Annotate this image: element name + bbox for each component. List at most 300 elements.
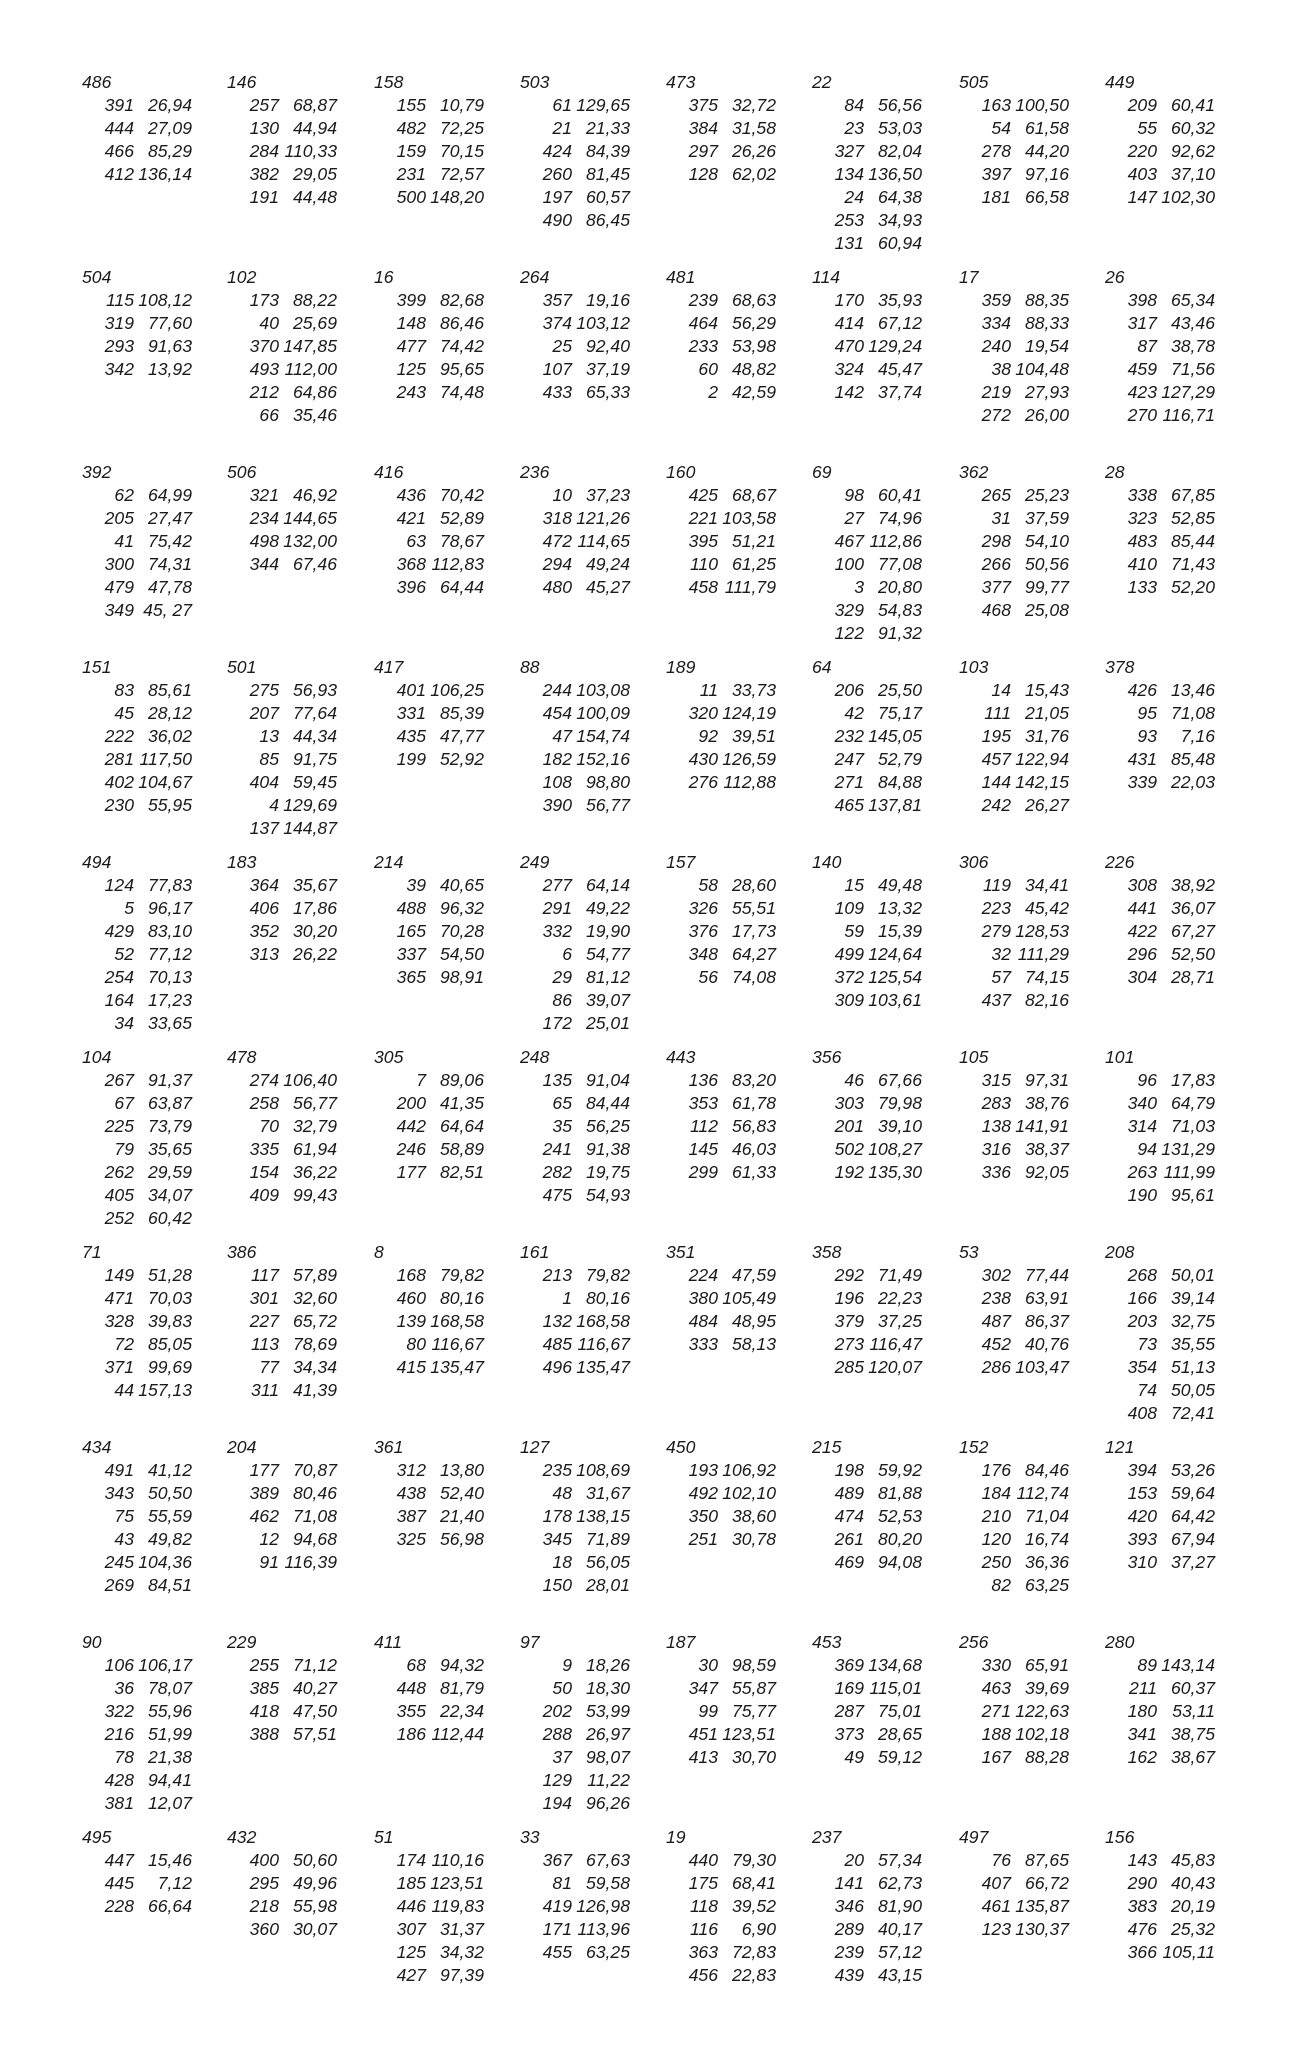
- block-entry-row: [664, 94, 776, 117]
- block-entry-row: [810, 163, 922, 186]
- block-entry-row: [225, 530, 337, 553]
- block-entry-row: [518, 702, 630, 725]
- entry-index: 3: [854, 577, 864, 597]
- entry-value: 50,05: [1170, 1380, 1215, 1400]
- entry-index: 211: [1128, 1678, 1157, 1698]
- entry-value: 38,76: [1024, 1093, 1069, 1113]
- entry-value: 108,27: [868, 1139, 922, 1159]
- number-block: [225, 71, 337, 209]
- entry-index: 142: [834, 382, 864, 402]
- block-entry-row: [518, 1069, 630, 1092]
- block-entry-row: [518, 507, 630, 530]
- block-header-number: 103: [959, 657, 989, 677]
- block-entry-row: [372, 1723, 484, 1746]
- block-entry-row: [518, 94, 630, 117]
- block-entry-row: [80, 966, 192, 989]
- entry-value: 38,92: [1170, 875, 1215, 895]
- block-entry-row: [957, 1677, 1069, 1700]
- block-entry-row: [518, 1287, 630, 1310]
- block-entry-row: [518, 576, 630, 599]
- block-entry-row: [518, 943, 630, 966]
- entry-value: 56,98: [439, 1529, 484, 1549]
- entry-index: 419: [542, 1896, 572, 1916]
- entry-index: 272: [981, 405, 1011, 425]
- block-entry-row: [664, 1677, 776, 1700]
- number-block: [957, 1631, 1069, 1769]
- entry-index: 172: [542, 1013, 572, 1033]
- block-entry-row: [1103, 771, 1215, 794]
- block-header-number: 69: [812, 462, 832, 482]
- number-block: [957, 1241, 1069, 1379]
- entry-value: 143,14: [1161, 1655, 1215, 1675]
- entry-value: 52,50: [1170, 944, 1215, 964]
- entry-value: 53,98: [731, 336, 776, 356]
- entry-index: 85: [259, 749, 279, 769]
- block-entry-row: [810, 1895, 922, 1918]
- entry-index: 163: [981, 95, 1011, 115]
- number-block: [664, 1436, 776, 1551]
- entry-value: 87,65: [1024, 1850, 1069, 1870]
- block-entry-row: [225, 553, 337, 576]
- block-entry-row: [1103, 1528, 1215, 1551]
- entry-value: 45, 27: [143, 600, 192, 620]
- entry-value: 126,59: [722, 749, 776, 769]
- entry-value: 26,00: [1024, 405, 1069, 425]
- block-entry-row: [1103, 1677, 1215, 1700]
- entry-index: 46: [844, 1070, 864, 1090]
- block-entry-row: [1103, 140, 1215, 163]
- block-entry-row: [518, 725, 630, 748]
- entry-index: 268: [1127, 1265, 1157, 1285]
- entry-index: 437: [981, 990, 1011, 1010]
- entry-value: 61,58: [1024, 118, 1069, 138]
- block-entry-row: [1103, 897, 1215, 920]
- entry-value: 53,03: [877, 118, 922, 138]
- block-entry-row: [225, 1264, 337, 1287]
- number-block: [225, 461, 337, 576]
- entry-index: 55: [1137, 118, 1157, 138]
- entry-index: 310: [1127, 1552, 1157, 1572]
- block-header-number: 432: [227, 1827, 257, 1847]
- entry-index: 422: [1127, 921, 1157, 941]
- number-block: [372, 656, 484, 771]
- block-header-number: 121: [1105, 1437, 1135, 1457]
- entry-index: 266: [981, 554, 1011, 574]
- entry-index: 334: [981, 313, 1011, 333]
- entry-value: 135,47: [430, 1357, 484, 1377]
- entry-value: 97,16: [1024, 164, 1069, 184]
- entry-index: 274: [249, 1070, 279, 1090]
- entry-index: 167: [981, 1747, 1011, 1767]
- entry-index: 194: [542, 1793, 572, 1813]
- block-entry-row: [80, 1792, 192, 1815]
- entry-index: 415: [396, 1357, 426, 1377]
- number-block: [1103, 1241, 1215, 1425]
- block-entry-row: [80, 140, 192, 163]
- entry-value: 142,15: [1015, 772, 1069, 792]
- entry-index: 275: [249, 680, 279, 700]
- entry-value: 80,16: [439, 1288, 484, 1308]
- entry-index: 41: [114, 531, 134, 551]
- entry-value: 86,45: [585, 210, 630, 230]
- entry-index: 345: [542, 1529, 572, 1549]
- entry-value: 92,62: [1170, 141, 1215, 161]
- entry-index: 288: [542, 1724, 572, 1744]
- block-header-number: 161: [520, 1242, 550, 1262]
- entry-index: 463: [981, 1678, 1011, 1698]
- block-header-number: 208: [1105, 1242, 1135, 1262]
- block-header-number: 90: [82, 1632, 102, 1652]
- block-header-number: 237: [812, 1827, 842, 1847]
- block-entry-row: [225, 1551, 337, 1574]
- block-entry-row: [810, 622, 922, 645]
- entry-value: 88,35: [1024, 290, 1069, 310]
- block-entry-row: [372, 186, 484, 209]
- block-header-number: 236: [520, 462, 550, 482]
- number-block: [372, 1826, 484, 1987]
- entry-value: 39,07: [585, 990, 630, 1010]
- entry-value: 106,25: [430, 680, 484, 700]
- block-entry-row: [664, 1161, 776, 1184]
- entry-index: 290: [1127, 1873, 1157, 1893]
- entry-value: 98,59: [731, 1655, 776, 1675]
- entry-index: 371: [104, 1357, 134, 1377]
- entry-index: 439: [834, 1965, 864, 1985]
- entry-value: 41,12: [147, 1460, 192, 1480]
- entry-value: 18,30: [585, 1678, 630, 1698]
- entry-index: 110: [689, 554, 718, 574]
- entry-value: 68,67: [731, 485, 776, 505]
- entry-value: 45,47: [877, 359, 922, 379]
- entry-index: 326: [688, 898, 718, 918]
- block-entry-row: [1103, 1092, 1215, 1115]
- block-entry-row: [957, 989, 1069, 1012]
- entry-index: 75: [114, 1506, 134, 1526]
- number-block: [225, 266, 337, 427]
- entry-index: 438: [396, 1483, 426, 1503]
- entry-value: 70,42: [439, 485, 484, 505]
- entry-index: 153: [1127, 1483, 1157, 1503]
- block-entry-row: [1103, 553, 1215, 576]
- block-entry-row: [518, 1310, 630, 1333]
- entry-value: 39,14: [1170, 1288, 1215, 1308]
- block-entry-row: [957, 748, 1069, 771]
- entry-index: 2: [708, 382, 718, 402]
- entry-value: 28,65: [877, 1724, 922, 1744]
- number-block: [810, 851, 922, 1012]
- block-entry-row: [1103, 1333, 1215, 1356]
- number-block: [664, 266, 776, 404]
- entry-value: 53,99: [585, 1701, 630, 1721]
- entry-index: 25: [552, 336, 572, 356]
- number-block: [664, 656, 776, 794]
- block-entry-row: [518, 163, 630, 186]
- block-entry-row: [80, 989, 192, 1012]
- entry-index: 293: [104, 336, 134, 356]
- block-entry-row: [80, 1379, 192, 1402]
- entry-value: 123,51: [430, 1873, 484, 1893]
- number-block: [664, 1241, 776, 1356]
- entry-value: 65,91: [1024, 1655, 1069, 1675]
- entry-value: 46,92: [292, 485, 337, 505]
- entry-value: 95,65: [439, 359, 484, 379]
- entry-index: 59: [844, 921, 864, 941]
- block-entry-row: [1103, 725, 1215, 748]
- block-entry-row: [518, 1161, 630, 1184]
- block-entry-row: [810, 1528, 922, 1551]
- entry-index: 154: [249, 1162, 279, 1182]
- block-entry-row: [957, 1551, 1069, 1574]
- entry-value: 25,69: [292, 313, 337, 333]
- block-entry-row: [957, 186, 1069, 209]
- entry-value: 71,43: [1170, 554, 1215, 574]
- block-entry-row: [372, 1895, 484, 1918]
- block-entry-row: [810, 1700, 922, 1723]
- block-entry-row: [518, 1792, 630, 1815]
- entry-index: 11: [699, 680, 718, 700]
- block-entry-row: [372, 679, 484, 702]
- entry-index: 15: [844, 875, 864, 895]
- entry-value: 64,64: [439, 1116, 484, 1136]
- entry-value: 136,50: [868, 164, 922, 184]
- block-entry-row: [80, 1184, 192, 1207]
- entry-value: 54,10: [1024, 531, 1069, 551]
- entry-value: 117,50: [139, 749, 192, 769]
- block-entry-row: [957, 1528, 1069, 1551]
- entry-value: 71,56: [1170, 359, 1215, 379]
- entry-value: 56,77: [292, 1093, 337, 1113]
- entry-index: 109: [834, 898, 864, 918]
- entry-index: 366: [1127, 1942, 1157, 1962]
- block-entry-row: [80, 576, 192, 599]
- block-entry-row: [225, 943, 337, 966]
- block-entry-row: [810, 381, 922, 404]
- entry-value: 38,37: [1024, 1139, 1069, 1159]
- block-entry-row: [810, 1115, 922, 1138]
- entry-index: 427: [396, 1965, 426, 1985]
- entry-index: 452: [981, 1334, 1011, 1354]
- block-entry-row: [810, 1941, 922, 1964]
- entry-value: 84,51: [147, 1575, 192, 1595]
- entry-value: 40,43: [1170, 1873, 1215, 1893]
- entry-index: 421: [396, 508, 426, 528]
- block-entry-row: [664, 140, 776, 163]
- block-header-number: 204: [227, 1437, 257, 1457]
- entry-value: 49,48: [877, 875, 922, 895]
- entry-index: 178: [542, 1506, 572, 1526]
- block-entry-row: [80, 1551, 192, 1574]
- entry-index: 324: [834, 359, 864, 379]
- entry-index: 240: [981, 336, 1011, 356]
- block-entry-row: [664, 1138, 776, 1161]
- block-entry-row: [372, 702, 484, 725]
- entry-value: 116,39: [284, 1552, 337, 1572]
- entry-index: 400: [249, 1850, 279, 1870]
- entry-index: 352: [249, 921, 279, 941]
- entry-index: 220: [1127, 141, 1157, 161]
- entry-index: 78: [114, 1747, 134, 1767]
- number-block: [80, 1241, 192, 1402]
- entry-index: 300: [104, 554, 134, 574]
- entry-index: 394: [1127, 1460, 1157, 1480]
- entry-index: 342: [104, 359, 134, 379]
- block-entry-row: [810, 1872, 922, 1895]
- entry-value: 54,93: [585, 1185, 630, 1205]
- entry-value: 30,07: [292, 1919, 337, 1939]
- entry-value: 148,20: [430, 187, 484, 207]
- block-entry-row: [664, 117, 776, 140]
- entry-value: 75,42: [147, 531, 192, 551]
- entry-value: 56,05: [585, 1552, 630, 1572]
- entry-value: 94,68: [292, 1529, 337, 1549]
- entry-value: 112,83: [431, 554, 484, 574]
- block-entry-row: [1103, 1069, 1215, 1092]
- block-entry-row: [957, 1356, 1069, 1379]
- entry-value: 91,32: [877, 623, 922, 643]
- entry-index: 107: [542, 359, 572, 379]
- entry-index: 267: [104, 1070, 134, 1090]
- number-block: [664, 71, 776, 186]
- block-entry-row: [957, 966, 1069, 989]
- block-entry-row: [810, 989, 922, 1012]
- entry-index: 112: [689, 1116, 718, 1136]
- block-entry-row: [664, 1528, 776, 1551]
- block-header-number: 114: [812, 267, 841, 287]
- entry-value: 20,80: [877, 577, 922, 597]
- entry-index: 31: [991, 508, 1011, 528]
- entry-index: 472: [542, 531, 572, 551]
- entry-value: 113,96: [577, 1919, 630, 1939]
- entry-value: 54,77: [585, 944, 630, 964]
- entry-value: 100,09: [576, 703, 630, 723]
- entry-value: 27,09: [147, 118, 192, 138]
- entry-value: 15,39: [877, 921, 922, 941]
- entry-value: 70,13: [147, 967, 192, 987]
- block-entry-row: [1103, 358, 1215, 381]
- entry-value: 80,46: [292, 1483, 337, 1503]
- block-entry-row: [80, 1310, 192, 1333]
- block-header-number: 386: [227, 1242, 257, 1262]
- number-block: [1103, 1046, 1215, 1207]
- entry-index: 493: [249, 359, 279, 379]
- number-block: [80, 656, 192, 817]
- entry-index: 221: [688, 508, 718, 528]
- number-block: [372, 461, 484, 599]
- entry-index: 173: [249, 290, 279, 310]
- entry-value: 7,12: [157, 1873, 192, 1893]
- block-entry-row: [80, 1012, 192, 1035]
- block-entry-row: [810, 186, 922, 209]
- entry-value: 28,01: [585, 1575, 630, 1595]
- entry-value: 96,17: [147, 898, 192, 918]
- entry-index: 349: [104, 600, 134, 620]
- entry-index: 117: [250, 1265, 279, 1285]
- entry-value: 62,02: [731, 164, 776, 184]
- entry-value: 38,75: [1170, 1724, 1215, 1744]
- block-entry-row: [518, 1184, 630, 1207]
- entry-index: 277: [542, 875, 572, 895]
- block-entry-row: [957, 1115, 1069, 1138]
- entry-value: 40,17: [877, 1919, 922, 1939]
- block-entry-row: [1103, 1941, 1215, 1964]
- entry-index: 130: [249, 118, 279, 138]
- entry-value: 78,67: [439, 531, 484, 551]
- block-entry-row: [1103, 507, 1215, 530]
- block-entry-row: [518, 1528, 630, 1551]
- entry-index: 355: [396, 1701, 426, 1721]
- entry-index: 391: [104, 95, 134, 115]
- entry-value: 57,12: [877, 1942, 922, 1962]
- block-entry-row: [372, 1505, 484, 1528]
- block-entry-row: [372, 920, 484, 943]
- block-header-number: 503: [520, 72, 550, 92]
- entry-value: 56,25: [585, 1116, 630, 1136]
- block-entry-row: [225, 1333, 337, 1356]
- entry-value: 39,51: [731, 726, 776, 746]
- entry-value: 60,41: [1170, 95, 1215, 115]
- entry-index: 316: [981, 1139, 1011, 1159]
- entry-index: 87: [1137, 336, 1157, 356]
- entry-index: 177: [396, 1162, 426, 1182]
- number-block: [957, 266, 1069, 427]
- entry-index: 155: [396, 95, 426, 115]
- number-block: [957, 461, 1069, 622]
- entry-index: 82: [991, 1575, 1011, 1595]
- block-entry-row: [225, 1654, 337, 1677]
- block-entry-row: [810, 232, 922, 255]
- entry-index: 380: [688, 1288, 718, 1308]
- block-header-number: 183: [227, 852, 257, 872]
- entry-index: 185: [396, 1873, 426, 1893]
- block-entry-row: [518, 771, 630, 794]
- block-header-number: 214: [374, 852, 404, 872]
- entry-value: 59,58: [585, 1873, 630, 1893]
- block-header-number: 305: [374, 1047, 404, 1067]
- entry-value: 74,42: [439, 336, 484, 356]
- entry-index: 428: [104, 1770, 134, 1790]
- block-entry-row: [957, 530, 1069, 553]
- entry-index: 131: [834, 233, 864, 253]
- number-block: [225, 1826, 337, 1941]
- number-block: [957, 1826, 1069, 1941]
- entry-index: 133: [1127, 577, 1157, 597]
- entry-index: 193: [688, 1460, 718, 1480]
- block-entry-row: [810, 209, 922, 232]
- entry-index: 115: [105, 290, 134, 310]
- block-entry-row: [957, 702, 1069, 725]
- entry-index: 458: [688, 577, 718, 597]
- entry-value: 64,27: [731, 944, 776, 964]
- entry-value: 103,58: [722, 508, 776, 528]
- entry-value: 51,28: [147, 1265, 192, 1285]
- entry-index: 63: [406, 531, 426, 551]
- block-entry-row: [80, 920, 192, 943]
- entry-value: 74,96: [877, 508, 922, 528]
- entry-value: 112,86: [869, 531, 922, 551]
- entry-index: 409: [249, 1185, 279, 1205]
- entry-value: 81,45: [585, 164, 630, 184]
- block-entry-row: [518, 553, 630, 576]
- entry-index: 500: [396, 187, 426, 207]
- entry-index: 404: [249, 772, 279, 792]
- entry-index: 273: [834, 1334, 864, 1354]
- block-entry-row: [664, 966, 776, 989]
- entry-index: 93: [1137, 726, 1157, 746]
- entry-index: 216: [104, 1724, 134, 1744]
- entry-index: 50: [552, 1678, 572, 1698]
- block-header-number: 416: [374, 462, 404, 482]
- number-block: [518, 1241, 630, 1379]
